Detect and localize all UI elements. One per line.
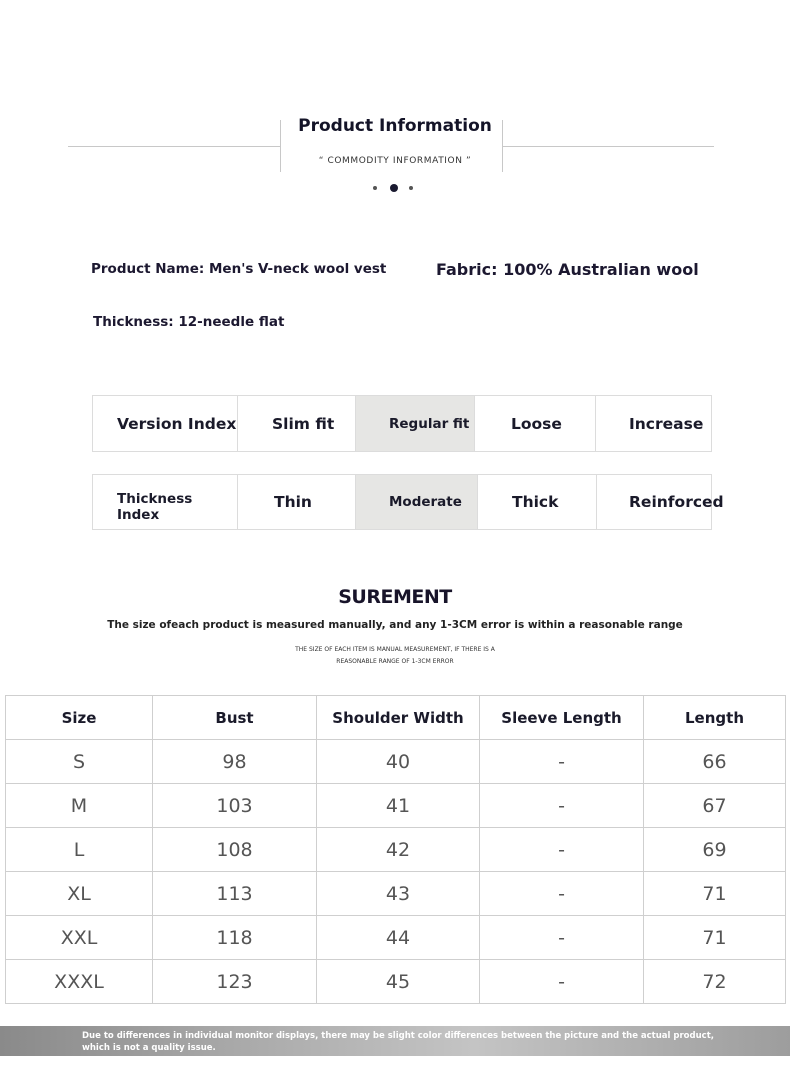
cell-shoulder-width: 40 — [317, 740, 480, 784]
cell-bust: 98 — [153, 740, 317, 784]
cell-shoulder-width: 45 — [317, 960, 480, 1004]
cell-size: M — [6, 784, 153, 828]
cell-shoulder-width: 44 — [317, 916, 480, 960]
cell-sleeve-length: - — [480, 916, 644, 960]
version-index-label: Version Index — [117, 414, 237, 433]
cell-bust: 118 — [153, 916, 317, 960]
cell-bust: 108 — [153, 828, 317, 872]
cell-length: 71 — [644, 916, 786, 960]
cell-size: XXXL — [6, 960, 153, 1004]
header-rule-left — [68, 146, 280, 147]
version-option-loose: Loose — [474, 396, 595, 451]
thickness-option-moderate: Moderate — [355, 475, 477, 529]
table-row — [6, 740, 786, 784]
disclaimer-text — [82, 1030, 742, 1054]
page-subtitle: “ COMMODITY INFORMATION ” — [318, 156, 472, 166]
cell-length: 72 — [644, 960, 786, 1004]
cell-size: XXL — [6, 916, 153, 960]
table-row — [6, 784, 786, 828]
cell-size: S — [6, 740, 153, 784]
thickness-index-label: Thickness Index — [117, 491, 193, 523]
cell-shoulder-width: 43 — [317, 872, 480, 916]
header-length: Length — [644, 696, 786, 740]
measurement-subtitle: The size ofeach product is measured manually, and any 1-3CM error is within a reasonable range — [107, 619, 683, 631]
header-shoulder-width: Shoulder Width — [317, 696, 480, 740]
version-index-table — [92, 395, 712, 452]
thickness-index-table — [92, 474, 724, 530]
cell-bust: 113 — [153, 872, 317, 916]
cell-length: 66 — [644, 740, 786, 784]
cell-sleeve-length: - — [480, 740, 644, 784]
version-option-increase: Increase — [595, 396, 711, 451]
page-title: Product Information — [298, 116, 492, 136]
disclaimer-banner — [0, 1026, 790, 1056]
table-row — [6, 872, 786, 916]
thickness-option-thin: Thin — [237, 475, 355, 529]
table-row — [6, 828, 786, 872]
cell-size: L — [6, 828, 153, 872]
product-thickness: Thickness: 12-needle flat — [93, 314, 285, 330]
measurement-note-line1: THE SIZE OF EACH ITEM IS MANUAL MEASUREMENT, IF THERE IS A — [295, 646, 495, 653]
size-table — [5, 695, 786, 1004]
header-bust: Bust — [153, 696, 317, 740]
cell-sleeve-length: - — [480, 872, 644, 916]
product-name: Product Name: Men's V-neck wool vest — [91, 261, 387, 277]
size-table-header-row — [6, 696, 786, 740]
table-row — [6, 916, 786, 960]
carousel-dot-icon — [409, 186, 413, 190]
version-option-regular-fit: Regular fit — [355, 396, 474, 451]
thickness-option-thick: Thick — [477, 475, 596, 529]
cell-bust: 103 — [153, 784, 317, 828]
cell-sleeve-length: - — [480, 828, 644, 872]
disclaimer-line2: which is not a quality issue. — [82, 1043, 216, 1053]
measurement-note-line2: REASONABLE RANGE OF 1-3CM ERROR — [336, 658, 454, 665]
cell-shoulder-width: 42 — [317, 828, 480, 872]
carousel-dot-icon — [373, 186, 377, 190]
header-size: Size — [6, 696, 153, 740]
cell-length: 69 — [644, 828, 786, 872]
product-fabric: Fabric: 100% Australian wool — [436, 260, 699, 279]
cell-size: XL — [6, 872, 153, 916]
thickness-option-reinforced: Reinforced — [596, 475, 711, 529]
disclaimer-line1: Due to differences in individual monitor displays, there may be slight color differences between the picture and the actual product, — [82, 1031, 714, 1041]
cell-shoulder-width: 41 — [317, 784, 480, 828]
cell-sleeve-length: - — [480, 784, 644, 828]
cell-length: 71 — [644, 872, 786, 916]
cell-sleeve-length: - — [480, 960, 644, 1004]
cell-bust: 123 — [153, 960, 317, 1004]
header-sleeve-length: Sleeve Length — [480, 696, 644, 740]
table-row — [6, 960, 786, 1004]
header-rule-right — [502, 146, 714, 147]
cell-length: 67 — [644, 784, 786, 828]
version-option-slim-fit: Slim fit — [237, 396, 355, 451]
measurement-title: SUREMENT — [338, 586, 452, 608]
carousel-dot-active-icon — [390, 184, 398, 192]
